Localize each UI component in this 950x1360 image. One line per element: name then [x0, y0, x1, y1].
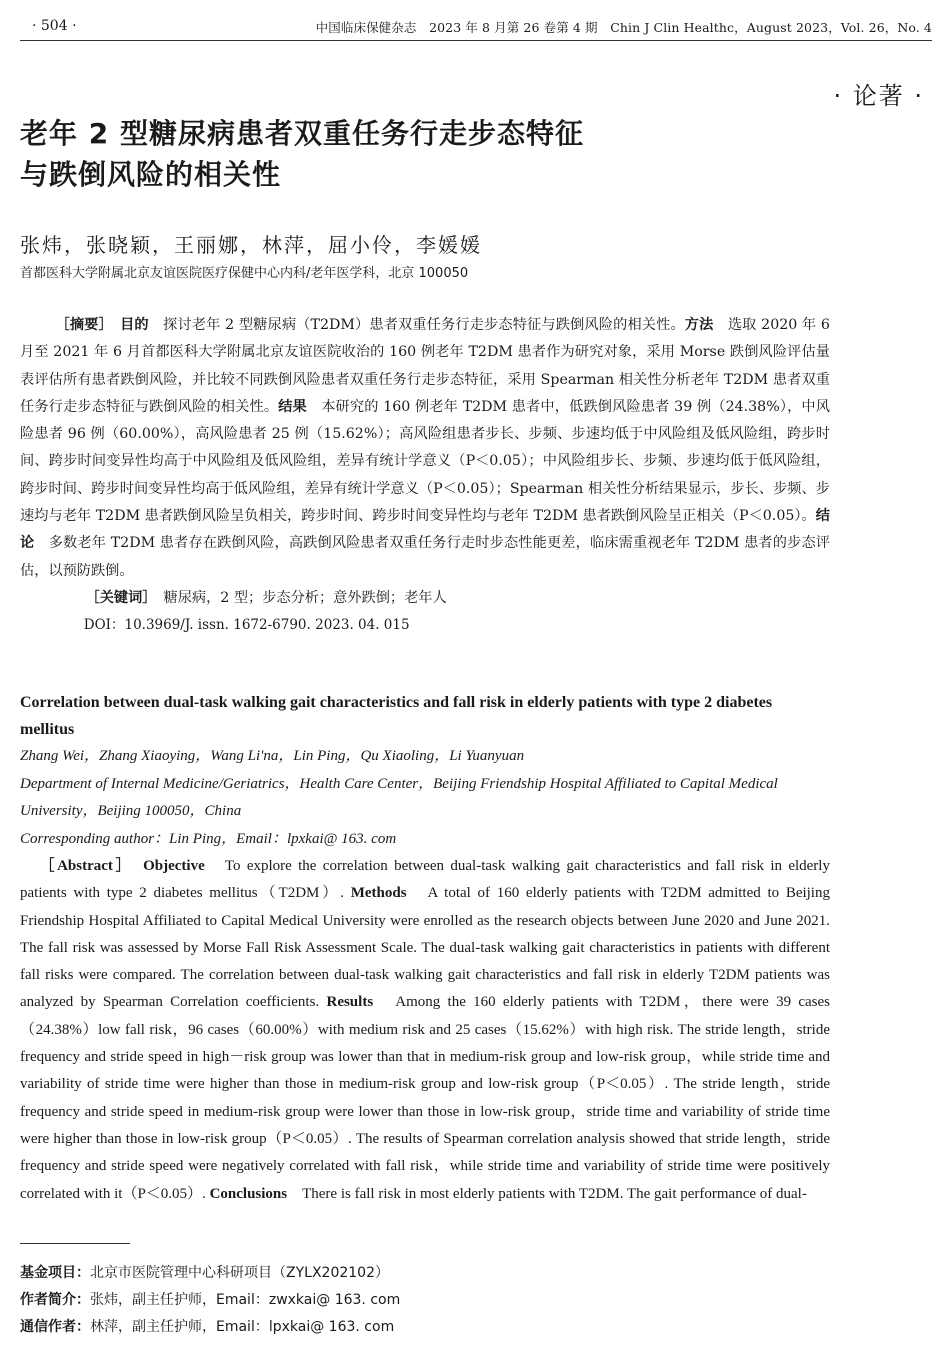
en-methods-text: A total of 160 elderly patients with T2DM admitted to Beijing Friendship Hospital Affiliated to Capital Medical University were enrolled as the research objects between June 2020 and June 2021. The fall risk was assessed by Morse Fall Risk Assessment Scale. The dual-task walking gait characteristics in patients with different fall risks were compared. The correlation between dual-task walking gait characteristics and fall risk in elderly T2DM patients was analyzed by Spearman Correlation coefficients.: [20, 885, 830, 1011]
author-note-text: 张炜，副主任护师，Email：zwxkai@ 163. com: [90, 1292, 401, 1308]
corresponding-note-text: 林萍，副主任护师，Email：lpxkai@ 163. com: [90, 1319, 395, 1335]
english-meta: [20, 743, 830, 853]
fund-note: [20, 1260, 400, 1287]
corresponding-author: Corresponding author：Lin Ping，Email：lpxkai@ 163. com: [20, 830, 397, 847]
abstract-label: ［摘要］: [55, 317, 106, 333]
corresponding-note: [20, 1314, 400, 1341]
keywords: [20, 585, 830, 612]
objective-label: 目的: [120, 317, 149, 333]
article-title-line-1: 老年 2 型糖尿病患者双重任务行走步态特征: [20, 117, 584, 150]
en-abstract-label: ［Abstract］: [39, 858, 126, 874]
section-tag: · 论著 ·: [833, 82, 924, 110]
conclusion-label: 结论: [20, 508, 830, 552]
keywords-text: 糖尿病，2 型；步态分析；意外跌倒；老年人: [163, 589, 447, 606]
journal-citation: 中国临床保健杂志 2023 年 8 月第 26 卷第 4 期 Chin J Clin Healthc，August 2023，Vol. 26，No. 4: [315, 20, 932, 35]
methods-label: 方法: [684, 317, 714, 333]
en-conclusions-text: There is fall risk in most elderly patients with T2DM. The gait performance of dual-: [302, 1185, 807, 1202]
chinese-abstract-body: [20, 312, 830, 585]
en-results-label: Results: [326, 994, 374, 1011]
article-title: [20, 113, 780, 195]
results-label: 结果: [278, 398, 307, 415]
author-list: 张炜，张晓颖，王丽娜，林萍，屈小伶，李媛媛: [20, 233, 482, 257]
en-conclusions-label: Conclusions: [209, 1185, 288, 1202]
doi: DOI：10.3969/J. issn. 1672-6790. 2023. 04. 015: [83, 617, 410, 634]
en-results-text: Among the 160 elderly patients with T2DM，there were 39 cases（24.38%）low fall risk，96 cases（60.00%）with medium risk and 25 cases（15.62%）with high risk. The stride length，stride frequency and stride speed in high－risk group was lower than that in medium-risk group and low-risk group，while stride time and variability of stride time were higher than those in medium-risk group and low-risk group（P＜0.05）. The stride length，stride frequency and stride speed in medium-risk group were lower than those in low-risk group，stride time and variability of stride time were higher than those in low-risk group（P＜0.05）. The results of Spearman correlation analysis showed that stride length，stride frequency and stride speed were negatively correlated with fall risk，while stride time and variability of stride time were positively correlated with it（P＜0.05）.: [20, 994, 831, 1202]
article-title-line-2: 与跌倒风险的相关性: [20, 158, 282, 191]
english-title: Correlation between dual-task walking gait characteristics and fall risk in elderly patients with type 2 diabetes mellitus: [20, 694, 773, 738]
english-affiliation: Department of Internal Medicine/Geriatrics，Health Care Center，Beijing Friendship Hospital Affiliated to Capital Medical University，Beijing 100050，China: [20, 775, 778, 819]
en-objective-label: Objective: [143, 858, 205, 874]
corresponding-note-label: 通信作者：: [20, 1319, 90, 1335]
page-number: · 504 ·: [32, 18, 77, 34]
running-header: [20, 18, 932, 41]
english-authors: Zhang Wei，Zhang Xiaoying，Wang Li'na，Lin Ping，Qu Xiaoling，Li Yuanyuan: [20, 748, 525, 764]
chinese-abstract: [20, 312, 830, 640]
affiliation: 首都医科大学附属北京友谊医院医疗保健中心内科/老年医学科，北京 100050: [20, 266, 469, 281]
footnotes: [20, 1260, 400, 1341]
keywords-label: ［关键词］: [85, 589, 150, 606]
results-text: 本研究的 160 例老年 T2DM 患者中，低跌倒风险患者 39 例（24.38%），中风险患者 96 例（60.00%），高风险患者 25 例（15.62%）；高风险组患者步长、步频、步速均低于中风险组及低风险组，跨步时间、跨步时间变异性均高于中风险组及低风险组，差异有统计学意义（P＜0.05）；中风险组步长、步频、步速均低于低风险组，跨步时间、跨步时间变异性均高于低风险组，差异有统计学意义（P＜0.05）；Spearman 相关性分析结果显示，步长、步频、步速均与老年 T2DM 患者跌倒风险呈负相关，跨步时间、跨步时间变异性均与老年 T2DM 患者跌倒风险呈正相关（P＜0.05）。: [20, 398, 830, 525]
fund-label: 基金项目：: [20, 1265, 90, 1281]
footnote-divider: [20, 1243, 130, 1244]
methods-text: 选取 2020 年 6 月至 2021 年 6 月首都医科大学附属北京友谊医院收治的 160 例老年 T2DM 患者作为研究对象，采用 Morse 跌倒风险评估量表评估所有患者跌倒风险，并比较不同跌倒风险患者双重任务行走步态特征，采用 Spearman 相关性分析老年 T2DM 患者双重任务行走步态特征与跌倒风险的相关性。: [20, 317, 830, 415]
english-abstract: [20, 853, 830, 1208]
en-objective-text: To explore the correlation between dual-task walking gait characteristics and fall risk in elderly patients with type 2 diabetes mellitus（T2DM）.: [20, 858, 830, 902]
en-methods-label: Methods: [350, 885, 407, 902]
objective-text: 探讨老年 2 型糖尿病（T2DM）患者双重任务行走步态特征与跌倒风险的相关性。: [163, 317, 685, 333]
conclusion-text: 多数老年 T2DM 患者存在跌倒风险，高跌倒风险患者双重任务行走时步态性能更差，临床需重视老年 T2DM 患者的步态评估，以预防跌倒。: [20, 535, 830, 579]
fund-text: 北京市医院管理中心科研项目（ZYLX202102）: [90, 1265, 389, 1281]
author-note: [20, 1287, 400, 1314]
author-note-label: 作者简介：: [20, 1292, 90, 1308]
